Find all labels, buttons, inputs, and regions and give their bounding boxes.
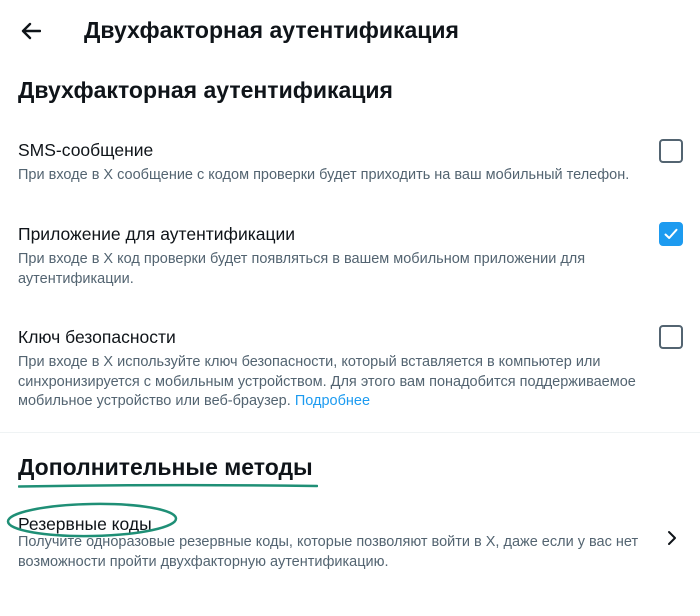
option-sms-description: При входе в X сообщение с кодом проверки будет приходить на ваш мобильный телефон. [18, 167, 630, 183]
backup-codes-label: Резервные коды [18, 514, 152, 534]
back-button[interactable] [14, 14, 48, 48]
annotation-circle [6, 500, 178, 540]
option-security-key-label: Ключ безопасности [18, 327, 176, 347]
chevron-right-icon [667, 530, 677, 546]
option-authenticator-label: Приложение для аутентификации [18, 224, 296, 244]
section-title-2fa: Двухфакторная аутентификация [18, 77, 393, 103]
learn-more-link[interactable]: Подробнее [294, 393, 371, 409]
option-security-key-description [18, 353, 654, 412]
section-divider [0, 432, 700, 433]
sms-checkbox[interactable] [659, 139, 683, 163]
backup-codes-chevron[interactable] [660, 526, 684, 550]
security-key-checkbox[interactable] [659, 325, 683, 349]
section-title-additional-methods: Дополнительные методы [18, 454, 313, 480]
page-title: Двухфакторная аутентификация [84, 17, 459, 43]
backup-codes-description: Получите одноразовые резервные коды, которые позволяют войти в X, даже если у вас нет возможности пройти двухфакторную аутентификацию. [18, 534, 639, 570]
checkmark-icon [664, 228, 678, 240]
security-key-description-text: При входе в X используйте ключ безопасности, который вставляется в компьютер или синхронизируется с мобильным устройством. Для этого вам понадобится поддерживаемое мобильное устройство или веб-браузер. [18, 354, 636, 409]
top-app-bar [0, 0, 700, 62]
arrow-left-icon [21, 22, 41, 40]
annotation-underline [18, 483, 318, 489]
option-sms-label: SMS-сообщение [18, 140, 154, 160]
authenticator-checkbox[interactable] [659, 222, 683, 246]
option-authenticator-description: При входе в X код проверки будет появляться в вашем мобильном приложении для аутентификации. [18, 251, 586, 287]
